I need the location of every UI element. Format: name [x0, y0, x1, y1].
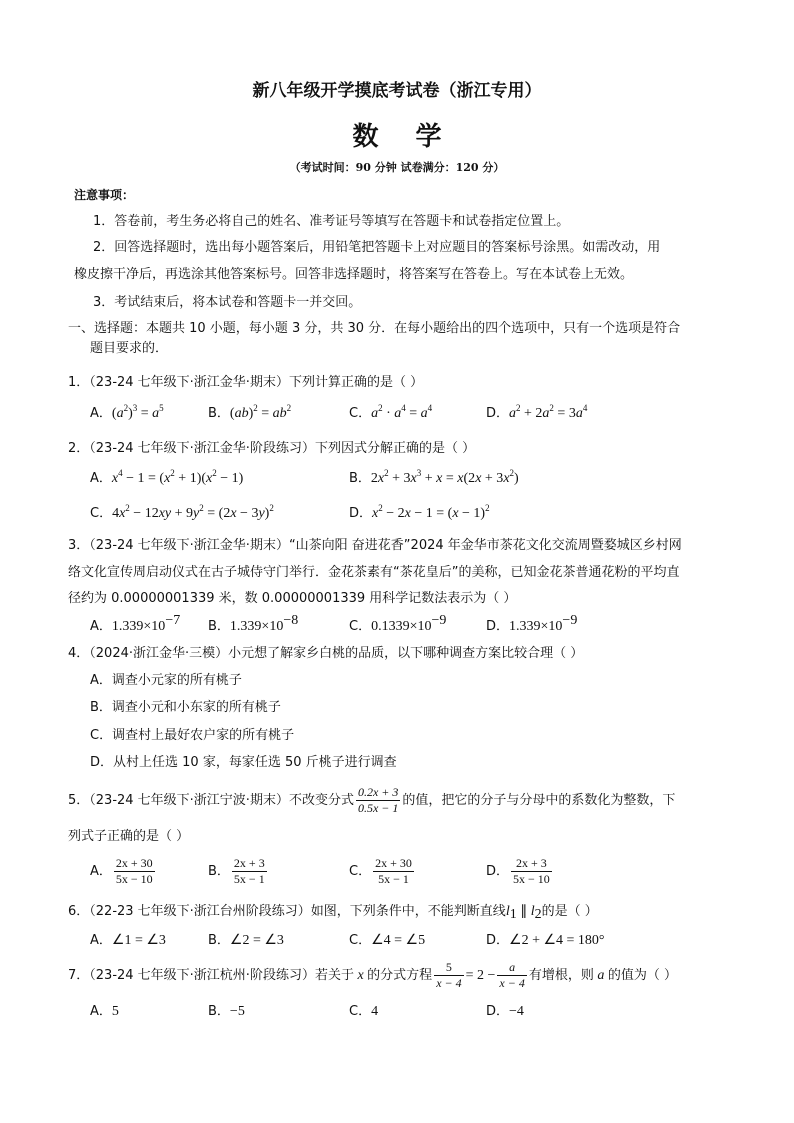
option-label: A．	[90, 864, 112, 879]
notes-heading: 注意事项：	[74, 188, 135, 202]
option-label: B．	[349, 471, 371, 486]
q5-option-c: C． $\frac{2x + 30}{5x - 1}$	[349, 856, 412, 886]
section-heading-line1: 一、选择题：本题共 10 小题，每小题 3 分，共 30 分．在每小题给出的四个选项中，只有一个选项是符合	[68, 321, 681, 336]
q1-stem: 1．（23-24 七年级下·浙江金华·期末）下列计算正确的是（ ）	[68, 375, 424, 390]
notes-item-1: 1．答卷前，考生务必将自己的姓名、准考证号等填写在答题卡和试卷指定位置上。	[93, 214, 570, 229]
q3-line3: 径约为 0.00000001339 米，数 0.00000001339 用科学记数法表示为（ ）	[68, 591, 517, 606]
option-label: C．	[349, 864, 372, 879]
q1-option-b: B．$(ab)^2 = ab^2$	[208, 403, 292, 421]
q4-stem: 4．（2024·浙江金华·三模）小元想了解家乡白桃的品质，以下哪种调查方案比较合理（ ）	[68, 646, 584, 661]
notes-item-2b: 橡皮擦干净后，再选涂其他答案标号。回答非选择题时，将答案写在答卷上。写在本试卷上无效。	[74, 267, 634, 282]
q1-option-a: A．$(a^2)^3 = a^5$	[90, 403, 164, 421]
q5-option-b: B． $\frac{2x + 3}{5x - 1}$	[208, 856, 265, 886]
option-label: A．	[90, 619, 112, 634]
q3-option-d: D．$1.339\times 10^{-9}$	[486, 613, 578, 634]
section-heading-line2: 题目要求的．	[90, 341, 169, 356]
q5-option-d: D． $\frac{2x + 3}{5x - 10}$	[486, 856, 550, 886]
notes-item-2a: 2．回答选择题时，选出每小题答案后，用铅笔把答题卡上对应题目的答案标号涂黑。如需改动，用	[93, 240, 661, 255]
option-label: B．	[208, 933, 230, 948]
q2-option-c: C．$4x^2 - 12xy + 9y^2 = (2x - 3y)^2$	[90, 503, 274, 521]
q6-option-b: B．∠2 = ∠3	[208, 933, 284, 948]
option-label: D．	[349, 506, 373, 521]
option-label: D．	[486, 406, 510, 421]
q5-option-a: A． $\frac{2x + 30}{5x - 10}$	[90, 856, 153, 886]
q5-line2: 列式子正确的是（ ）	[68, 829, 190, 844]
q4-option-d: D．从村上任选 10 家，每家任选 50 斤桃子进行调查	[90, 755, 397, 770]
q4-option-c: C．调查村上最好农户家的所有桃子	[90, 728, 295, 743]
option-label: D．	[486, 1004, 510, 1019]
q7-option-c: C．4	[349, 1004, 379, 1019]
q2-stem: 2．（23-24 七年级下·浙江金华·阶段练习）下列因式分解正确的是（ ）	[68, 441, 476, 456]
q7-stem: 7．（23-24 七年级下·浙江杭州·阶段练习）若关于 x 的分式方程 $\frac{5}{x - 4}$ = 2 − $\frac{a}{x - 4}$ 有增根，则 a 的值为（ ）	[68, 960, 678, 990]
q2-option-a: A．$x^4 - 1 = (x^2 + 1)(x^2 - 1)$	[90, 468, 244, 486]
q5-fraction: $\frac{0.2x + 3}{0.5x - 1}$	[357, 785, 399, 815]
q3-line2: 络文化宣传周启动仪式在古子城侍守门举行．金花茶素有“茶花皇后”的美称，已知金花茶普通花粉的平均直	[68, 565, 680, 580]
option-label: A．	[90, 933, 112, 948]
q1-option-d: D．$a^2 + 2a^2 = 3a^4$	[486, 403, 588, 421]
q3-option-a: A．$1.339\times 10^{-7}$	[90, 613, 181, 634]
q4-option-b: B．调查小元和小东家的所有桃子	[90, 700, 281, 715]
exam-title: 新八年级开学摸底考试卷（浙江专用）	[252, 81, 542, 101]
q5-stem: 5．（23-24 七年级下·浙江宁波·期末）不改变分式 $\frac{0.2x + 3}{0.5x - 1}$ 的值，把它的分子与分母中的系数化为整数，下	[68, 785, 676, 815]
q7-option-b: B．−5	[208, 1004, 245, 1019]
option-label: B．	[208, 619, 230, 634]
option-label: A．	[90, 471, 112, 486]
exam-info: （考试时间：90 分钟 试卷满分：120 分）	[289, 161, 505, 174]
q7-option-a: A．5	[90, 1004, 119, 1019]
q3-line1: 3．（23-24 七年级下·浙江金华·期末）“山茶向阳 奋进花香”2024 年金华市茶花文化交流周暨婺城区乡村网	[68, 538, 682, 553]
q6-stem: 6．（22-23 七年级下·浙江台州阶段练习）如图，下列条件中，不能判断直线$l_1$ ∥ $l_2$的是（ ）	[68, 904, 598, 922]
option-label: C．	[349, 933, 372, 948]
option-label: B．	[208, 1004, 230, 1019]
notes-item-3: 3．考试结束后，将本试卷和答题卡一并交回。	[93, 295, 362, 310]
q4-option-a: A．调查小元家的所有桃子	[90, 673, 242, 688]
option-label: D．	[486, 619, 510, 634]
option-label: C．	[349, 406, 372, 421]
q1-option-c: C．$a^2 \cdot a^4 = a^4$	[349, 403, 433, 421]
option-label: D．	[486, 933, 510, 948]
q2-option-d: D．$x^2 - 2x - 1 = (x - 1)^2$	[349, 503, 490, 521]
subject-title: 数 学	[352, 122, 456, 152]
q7-option-d: D．−4	[486, 1004, 524, 1019]
q6-option-a: A．∠1 = ∠3	[90, 933, 166, 948]
q6-option-d: D．∠2 + ∠4 = 180°	[486, 933, 605, 948]
option-label: B．	[208, 406, 230, 421]
option-label: A．	[90, 1004, 112, 1019]
option-label: D．	[486, 864, 510, 879]
q3-option-b: B．$1.339\times 10^{-8}$	[208, 613, 299, 634]
q6-option-c: C．∠4 = ∠5	[349, 933, 426, 948]
option-label: A．	[90, 406, 112, 421]
option-label: B．	[208, 864, 230, 879]
option-label: C．	[349, 1004, 372, 1019]
q2-option-b: B．$2x^2 + 3x^3 + x = x(2x + 3x^2)$	[349, 468, 519, 486]
option-label: C．	[90, 506, 113, 521]
option-label: C．	[349, 619, 372, 634]
q3-option-c: C．$0.1339\times 10^{-9}$	[349, 613, 447, 634]
